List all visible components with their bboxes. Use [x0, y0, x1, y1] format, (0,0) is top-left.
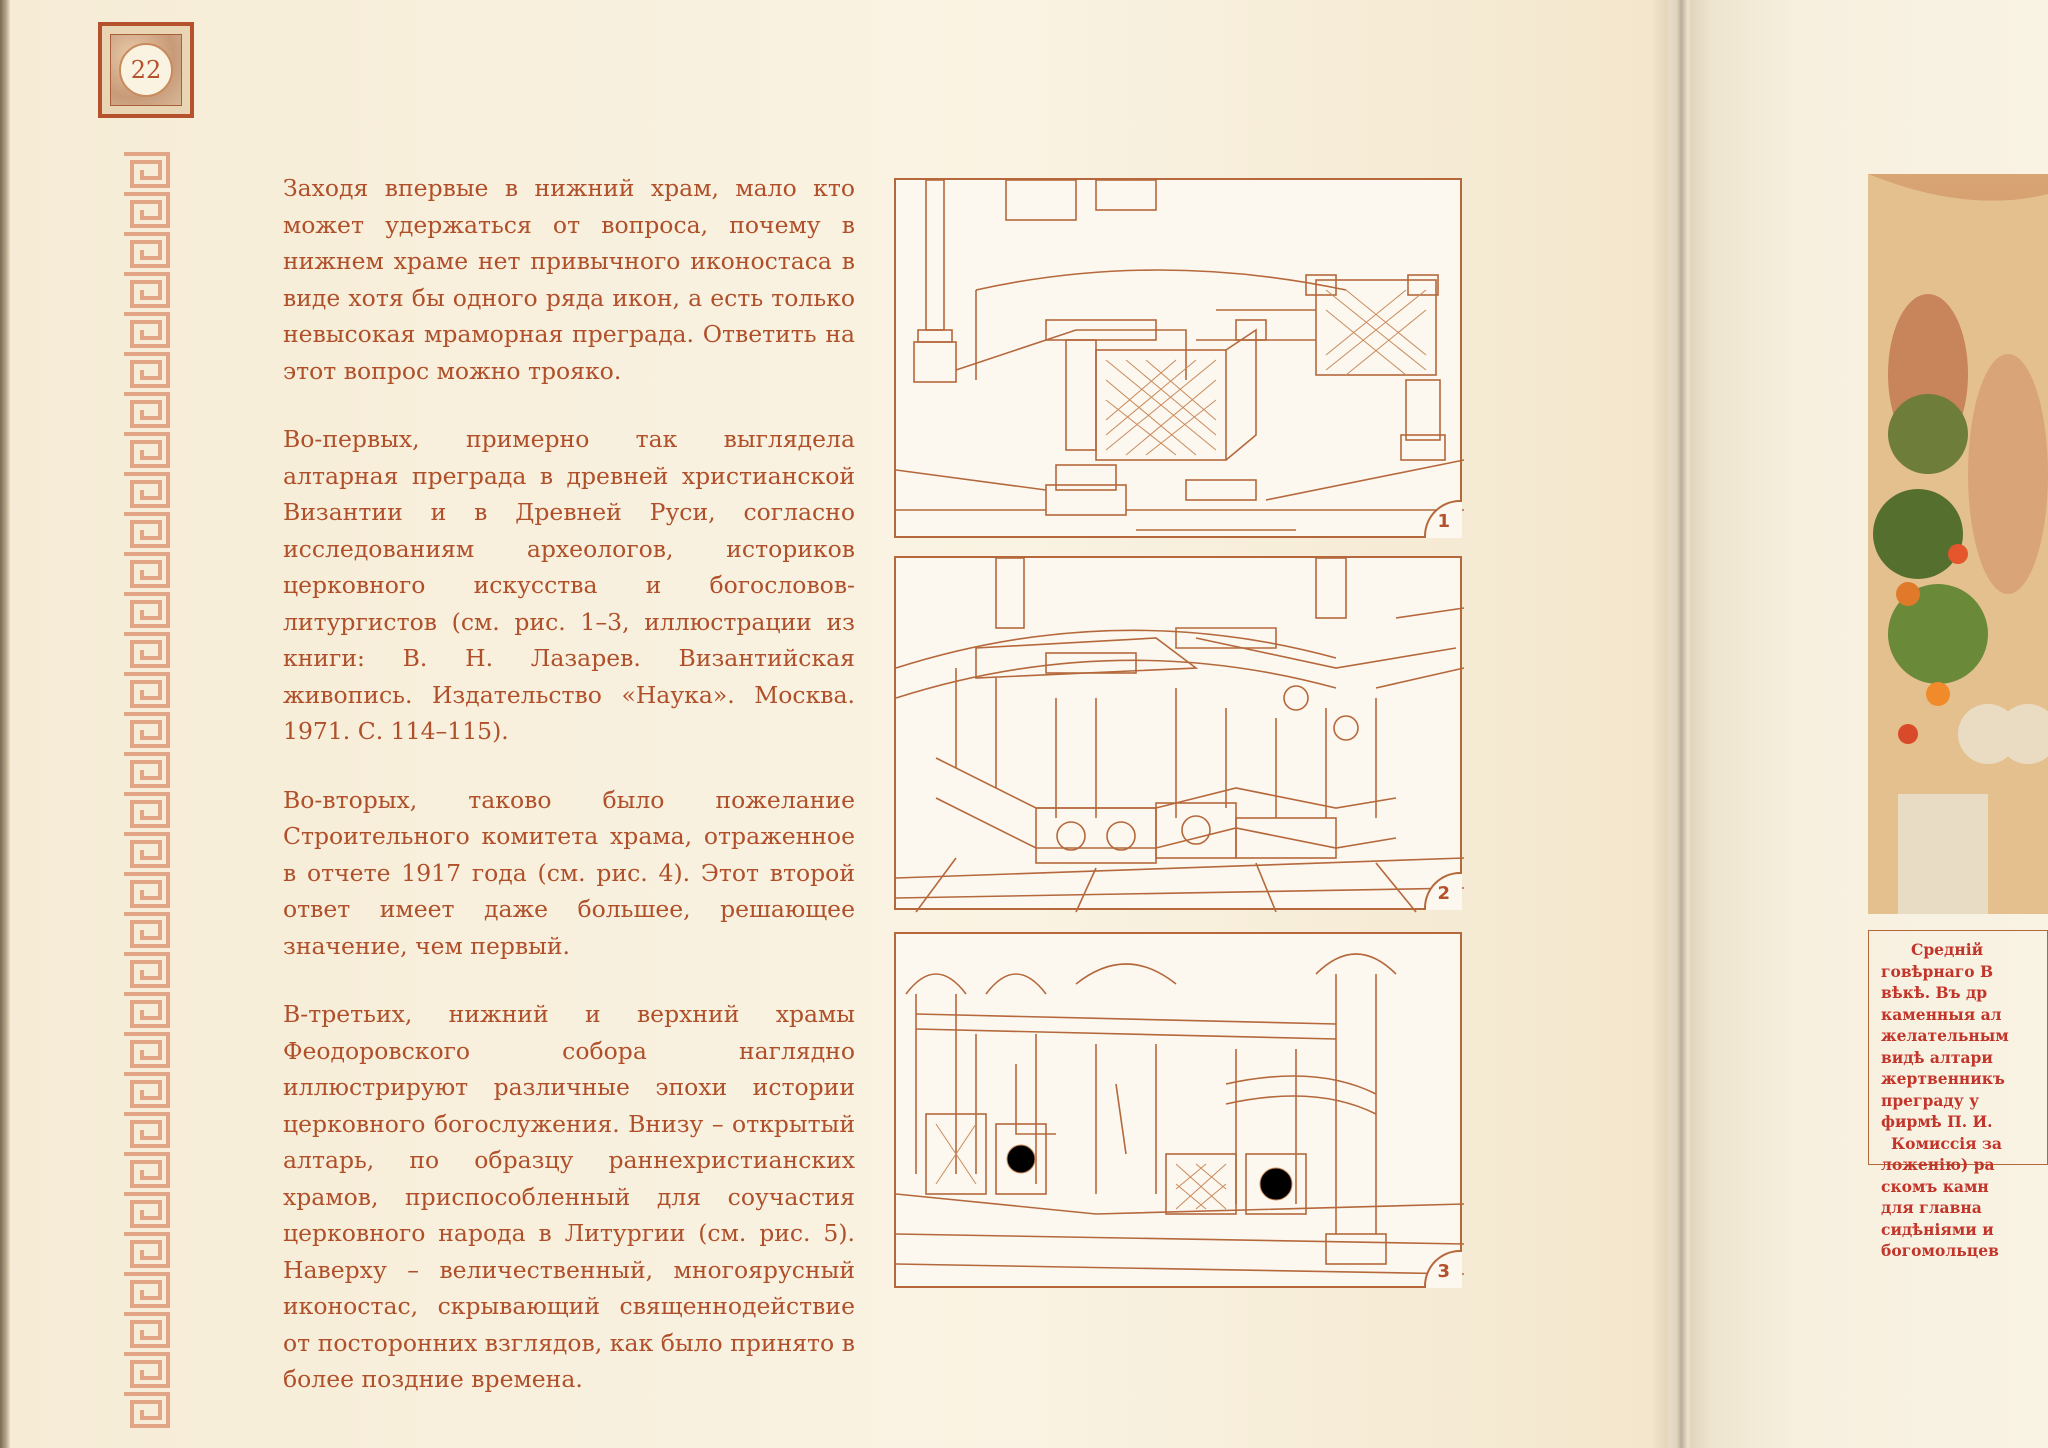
page-number: 22	[119, 43, 173, 97]
photo-illustration	[1868, 174, 2048, 914]
page-number-badge	[98, 22, 194, 118]
doc-line: желательным	[1881, 1026, 2009, 1045]
church-interior-photo	[1868, 174, 2048, 914]
figure-number: 3	[1437, 1261, 1450, 1282]
doc-line: богомольцев	[1881, 1241, 1999, 1260]
paragraph-1: Заходя впервые в нижний храм, мало кто может удержаться от вопроса, почему в нижнем храме нет привычного иконостаса в виде хотя бы одного ряда икон, а есть только невысокая мраморная преграда. Ответить на этот вопрос можно трояко.	[283, 174, 855, 385]
body-text-column	[283, 170, 855, 1430]
paragraph-2: Во-первых, примерно так выглядела алтарная преграда в древней христианской Византии и в Древней Руси, согласно исследованиям археологов, историков церковного искусства и богословов-литургистов (см. рис. 1–3, иллюстрации из книги: В. Н. Лазарев. Византийская живопись. Издательство «Наука». Москва. 1971. С. 114–115).	[283, 425, 855, 745]
doc-line: Средній	[1911, 940, 1984, 959]
figure-number: 2	[1437, 883, 1450, 904]
doc-line: жертвенникъ	[1881, 1069, 2005, 1088]
figure-number: 1	[1437, 511, 1450, 532]
book-gutter	[1650, 0, 1710, 1448]
figure-2	[894, 556, 1462, 910]
historical-document-excerpt	[1868, 930, 2048, 1260]
altar-barrier-drawing-3	[896, 934, 1464, 1290]
altar-barrier-drawing-1	[896, 180, 1464, 540]
greek-key-border	[118, 150, 174, 1430]
figure-1	[894, 178, 1462, 538]
doc-line: Комиссія за	[1891, 1133, 2002, 1153]
doc-line: ложенію) ра	[1881, 1155, 1995, 1174]
doc-line: сидѣніями и	[1881, 1219, 1994, 1239]
paragraph-3: Во-вторых, таково было пожелание Строительного комитета храма, отраженное в отчете 1917 года (см. рис. 4). Этот второй ответ имеет даже большее, решающее значение, чем первый.	[283, 785, 855, 960]
doc-line: для главна	[1881, 1198, 1982, 1217]
paragraph-4: В-третьих, нижний и верхний храмы Феодоровского собора наглядно иллюстрируют различные эпохи истории церковного богослужения. Внизу – открытый алтарь, по образцу раннехристианских храмов, приспособленный для соучастия церковного народа в Литургии (см. рис. 5). Наверху – величественный, многоярусный иконостас, скрывающий священнодействие от посторонних взглядов, как было принято в более поздние времена.	[283, 1000, 855, 1393]
doc-line: фирмѣ П. И.	[1881, 1112, 1993, 1131]
book-binding	[0, 0, 10, 1448]
doc-line: каменныя ал	[1881, 1004, 2002, 1024]
doc-line: преграду у	[1881, 1090, 1979, 1110]
doc-line: видѣ алтари	[1881, 1047, 1993, 1067]
doc-line: вѣкѣ. Въ др	[1881, 983, 1988, 1002]
doc-line: скомъ камн	[1881, 1176, 1989, 1196]
doc-line: говѣрнаго В	[1881, 961, 1994, 981]
altar-barrier-drawing-2	[896, 558, 1464, 912]
figure-3	[894, 932, 1462, 1288]
